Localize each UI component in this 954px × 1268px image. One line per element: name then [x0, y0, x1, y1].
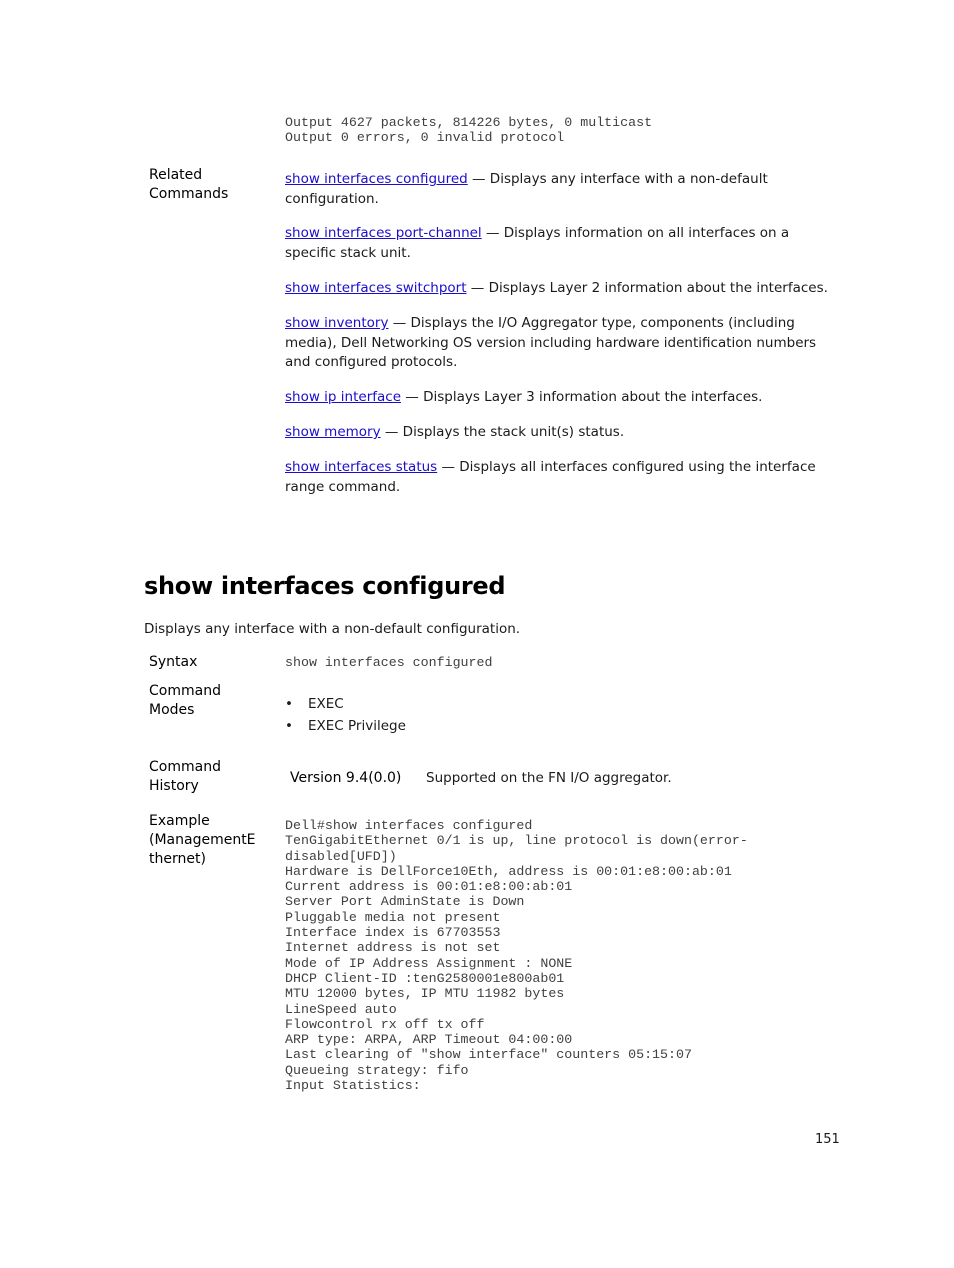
command-modes-label: Command Modes [149, 683, 221, 718]
code-line: Pluggable media not present [285, 909, 501, 925]
related-link-show-ip-interface[interactable]: show ip interface [285, 389, 402, 405]
list-item: • EXEC Privilege [285, 715, 406, 737]
related-item [285, 423, 840, 443]
command-modes-list [285, 693, 406, 737]
top-code-block [285, 115, 652, 146]
history-text: Supported on the FN I/O aggregator. [426, 770, 672, 786]
code-line: Internet address is not set [285, 940, 501, 956]
bullet-icon: • [285, 718, 293, 734]
related-link-show-interfaces-configured[interactable]: show interfaces configured [285, 171, 468, 187]
related-item [285, 279, 840, 299]
related-item-text: — Displays the stack unit(s) status. [380, 424, 625, 440]
code-line: ARP type: ARPA, ARP Timeout 04:00:00 [285, 1032, 573, 1048]
related-link-show-inventory[interactable]: show inventory [285, 315, 389, 331]
code-line: Current address is 00:01:e8:00:ab:01 [285, 879, 573, 895]
code-line: MTU 12000 bytes, IP MTU 11982 bytes [285, 986, 565, 1002]
related-item-text: — Displays the I/O Aggregator type, components (including media), Dell Networking OS version including hardware identification numbers and configured protocols. [285, 315, 817, 370]
related-link-show-memory[interactable]: show memory [285, 424, 381, 440]
code-line: Queueing strategy: fifo [285, 1062, 469, 1078]
related-link-show-interfaces-status[interactable]: show interfaces status [285, 459, 438, 475]
code-line: Hardware is DellForce10Eth, address is 00:01:e8:00:ab:01 [285, 863, 732, 879]
code-line: Output 4627 packets, 814226 bytes, 0 multicast [285, 115, 653, 130]
related-link-show-interfaces-switchport[interactable]: show interfaces switchport [285, 280, 467, 296]
related-commands-label: Related Commands [149, 167, 229, 202]
related-item-text: — Displays all interfaces configured using the interface range command. [285, 459, 816, 495]
related-item [285, 170, 840, 209]
code-line: disabled[UFD]) [285, 848, 397, 864]
code-line: Flowcontrol rx off tx off [285, 1016, 485, 1032]
page-number: 151 [815, 1132, 840, 1147]
code-line: Mode of IP Address Assignment : NONE [285, 955, 573, 971]
related-item [285, 314, 840, 373]
history-version: Version 9.4(0.0) [290, 770, 402, 786]
code-line: Server Port AdminState is Down [285, 894, 525, 910]
syntax-label: Syntax [149, 654, 198, 670]
example-code-block [285, 818, 748, 1093]
related-link-show-interfaces-port-channel[interactable]: show interfaces port-channel [285, 225, 482, 241]
code-line: Output 0 errors, 0 invalid protocol [285, 130, 565, 146]
code-line: Input Statistics: [285, 1078, 421, 1094]
code-line: Dell#show interfaces configured [285, 818, 533, 833]
syntax-value: show interfaces configured [285, 655, 493, 670]
related-item-text: — Displays any interface with a non-default configuration. [285, 171, 768, 207]
code-line: LineSpeed auto [285, 1001, 397, 1017]
example-label: Example (ManagementE thernet) [149, 813, 256, 867]
related-item [285, 224, 840, 263]
related-item-text: — Displays information on all interfaces on a specific stack unit. [285, 225, 790, 261]
code-line: DHCP Client-ID :tenG2580001e800ab01 [285, 970, 565, 986]
related-item-text: — Displays Layer 2 information about the interfaces. [466, 280, 828, 296]
section-description: Displays any interface with a non-default configuration. [144, 621, 521, 637]
code-line: Last clearing of "show interface" counters 05:15:07 [285, 1047, 692, 1063]
command-history-label: Command History [149, 759, 221, 794]
related-item-text: — Displays Layer 3 information about the interfaces. [401, 389, 763, 405]
related-item [285, 388, 840, 408]
related-item [285, 458, 840, 497]
list-item: • EXEC [285, 693, 406, 715]
code-line: TenGigabitEthernet 0/1 is up, line protocol is down(error- [285, 833, 748, 849]
code-line: Interface index is 67703553 [285, 925, 501, 941]
bullet-icon: • [285, 696, 293, 712]
section-title: show interfaces configured [144, 572, 506, 600]
